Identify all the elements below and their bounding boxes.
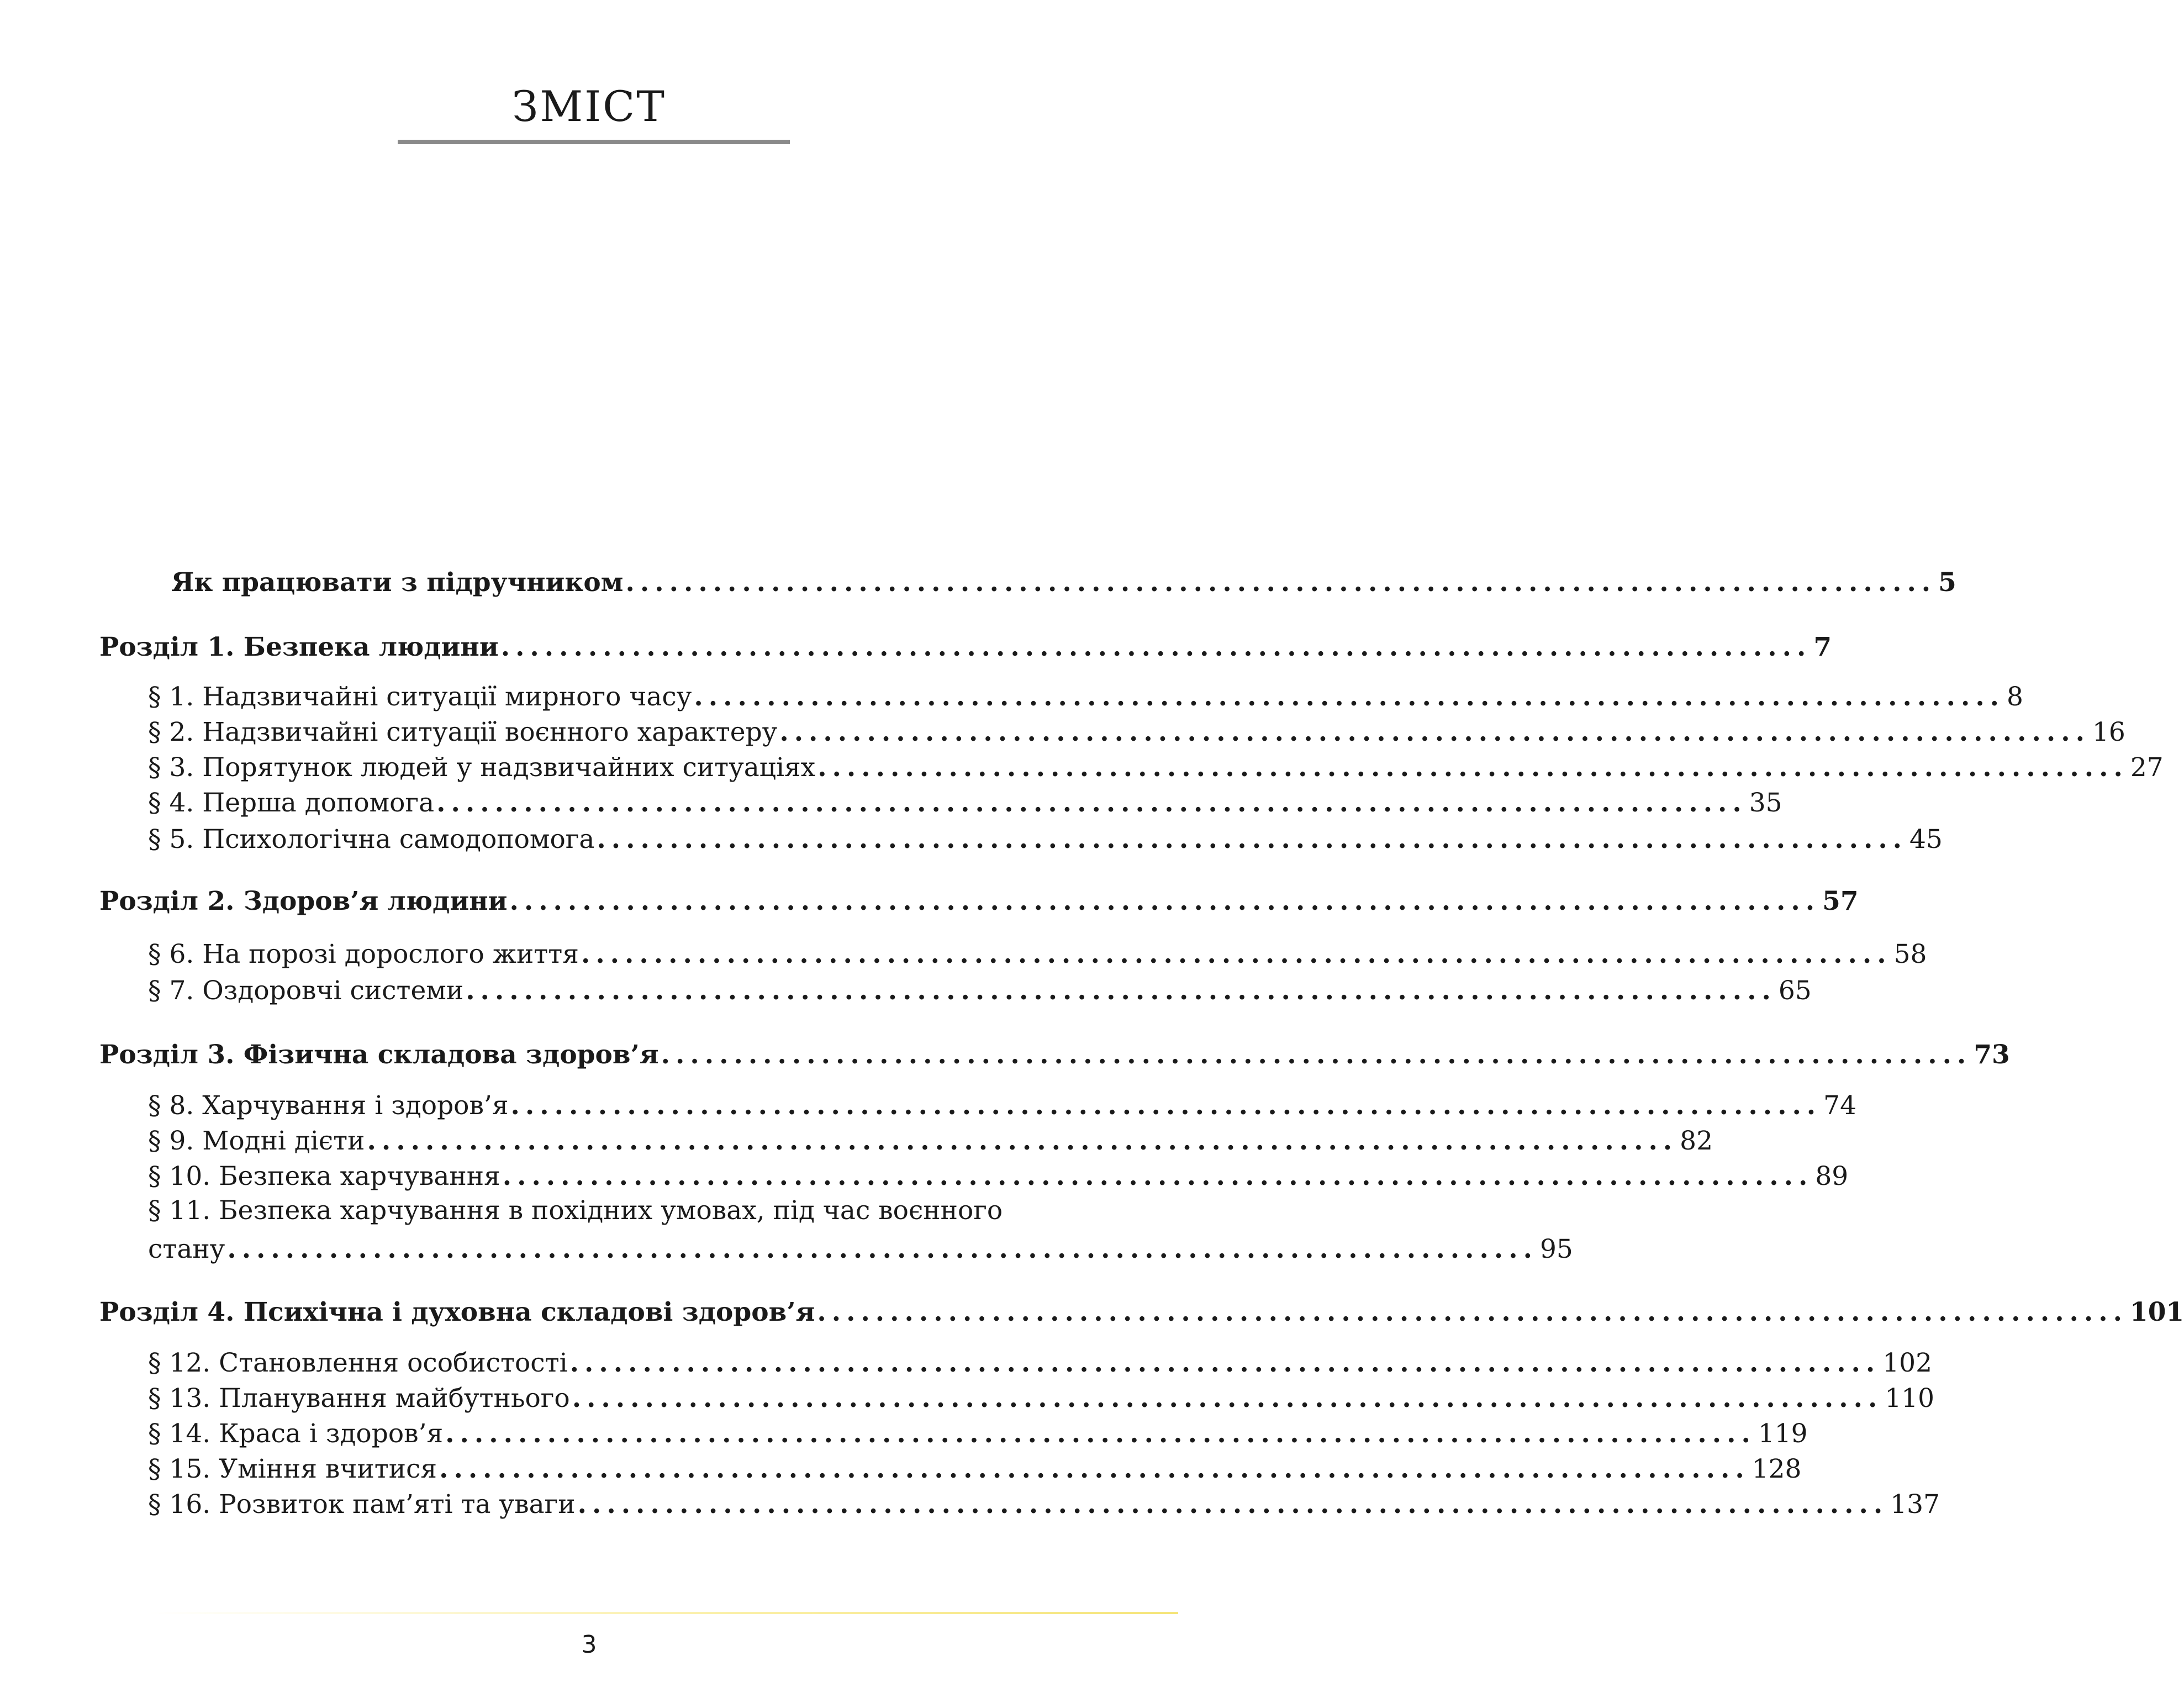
dot-leader: .......................................................................................... — [577, 1489, 1888, 1520]
title-underline — [398, 140, 790, 144]
toc-entry[interactable] — [148, 1089, 1856, 1122]
dot-leader: .......................................................................................... — [466, 975, 1776, 1006]
toc-entry-label: § 6. На порозі дорослого життя — [148, 939, 579, 969]
toc-entry-label: § 9. Модні дієти — [148, 1126, 365, 1156]
toc-page-number: 73 — [1974, 1040, 2010, 1070]
toc-entry-label: § 1. Надзвичайні ситуації мирного часу — [148, 682, 692, 712]
toc-page-number: 8 — [2007, 682, 2023, 712]
toc-section-label: Розділ 4. Психічна і духовна складові здоров’я — [99, 1297, 815, 1327]
toc-section-heading[interactable] — [99, 1038, 2010, 1072]
toc-entry[interactable] — [148, 681, 2023, 714]
dot-leader: .......................................................................................... — [569, 1348, 1881, 1378]
dot-leader: .......................................................................................... — [500, 632, 1812, 662]
toc-entry-label: § 15. Уміння вчитися — [148, 1454, 437, 1484]
toc-entry-label: § 4. Перша допомога — [148, 788, 435, 818]
toc-page-number: 110 — [1885, 1383, 1935, 1414]
dot-leader: .......................................................................................... — [436, 788, 1747, 818]
toc-page-number: 65 — [1778, 975, 1812, 1006]
toc-page-number: 101 — [2130, 1297, 2184, 1327]
toc-entry[interactable] — [148, 938, 1927, 971]
toc-entry[interactable] — [148, 787, 1782, 820]
toc-page-number: 119 — [1758, 1418, 1808, 1449]
toc-page-number: 95 — [1539, 1234, 1573, 1264]
toc-page-number: 102 — [1882, 1348, 1932, 1378]
toc-entry[interactable] — [148, 1233, 1573, 1266]
toc-section-label: Розділ 3. Фізична складова здоров’я — [99, 1040, 659, 1070]
toc-page-number: 27 — [2130, 752, 2164, 783]
toc-entry[interactable] — [148, 1125, 1713, 1158]
dot-leader: .......................................................................................... — [510, 1090, 1822, 1121]
dot-leader: .......................................................................................... — [694, 682, 2005, 712]
toc-page-number: 7 — [1813, 632, 1832, 662]
dot-leader: .......................................................................................... — [625, 567, 1937, 598]
dot-leader: .......................................................................................... — [597, 824, 1908, 855]
toc-entry-label: § 13. Планування майбутнього — [148, 1383, 570, 1414]
dot-leader: .......................................................................................... — [572, 1383, 1883, 1414]
toc-entry-label: Як працювати з підручником — [171, 567, 624, 598]
toc-page-number: 137 — [1890, 1489, 1940, 1520]
dot-leader: .......................................................................................... — [227, 1234, 1538, 1264]
dot-leader: .......................................................................................... — [509, 886, 1821, 916]
toc-page-number: 57 — [1822, 886, 1859, 916]
toc-page-number: 128 — [1752, 1454, 1802, 1484]
page-title: ЗМІСТ — [511, 82, 667, 131]
page-number: 3 — [581, 1631, 597, 1659]
toc-entry[interactable] — [148, 823, 1943, 856]
toc-entry-label: § 8. Харчування і здоров’я — [148, 1090, 509, 1121]
toc-section-heading[interactable] — [99, 631, 1832, 664]
toc-page-number: 58 — [1893, 939, 1927, 969]
toc-page-number: 74 — [1823, 1090, 1856, 1121]
toc-entry[interactable] — [148, 716, 2125, 749]
dot-leader: .......................................................................................... — [817, 1297, 2128, 1327]
toc-entry-label: § 16. Розвиток пам’яті та уваги — [148, 1489, 576, 1520]
toc-entry-label: § 7. Оздоровчі системи — [148, 975, 464, 1006]
dot-leader: .......................................................................................... — [661, 1040, 1972, 1070]
toc-page-number: 89 — [1815, 1161, 1849, 1191]
toc-entry[interactable] — [148, 1488, 1940, 1521]
toc-entry-label: § 10. Безпека харчування — [148, 1161, 500, 1191]
dot-leader: .......................................................................................... — [445, 1418, 1756, 1449]
toc-entry[interactable] — [148, 1382, 1935, 1415]
dot-leader: .......................................................................................... — [817, 752, 2128, 783]
toc-page-number: 35 — [1749, 788, 1782, 818]
toc-entry-intro[interactable] — [171, 566, 1956, 599]
footer-rule — [149, 1612, 1178, 1614]
toc-section-label: Розділ 1. Безпека людини — [99, 632, 499, 662]
toc-page-number: 16 — [2092, 717, 2125, 747]
toc-entry-label: стану — [148, 1234, 225, 1264]
toc-entry-label: § 14. Краса і здоров’я — [148, 1418, 444, 1449]
toc-entry-label: § 2. Надзвичайні ситуації воєнного характеру — [148, 717, 778, 747]
dot-leader: .......................................................................................... — [581, 939, 1892, 969]
dot-leader: .......................................................................................... — [502, 1161, 1813, 1191]
toc-entry[interactable] — [148, 1347, 1932, 1380]
toc-entry[interactable] — [148, 1453, 1802, 1486]
toc-entry[interactable] — [148, 974, 1812, 1008]
dot-leader: .......................................................................................... — [439, 1454, 1750, 1484]
toc-entry-label: § 3. Порятунок людей у надзвичайних ситуаціях — [148, 752, 816, 783]
toc-page-number: 5 — [1938, 567, 1956, 598]
toc-entry[interactable] — [148, 751, 2164, 784]
toc-entry-label: § 12. Становлення особистості — [148, 1348, 568, 1378]
toc-entry[interactable] — [148, 1160, 1849, 1193]
toc-section-heading[interactable] — [99, 1296, 2184, 1329]
toc-section-heading[interactable] — [99, 885, 1859, 918]
toc-entry[interactable] — [148, 1417, 1808, 1451]
toc-entry-label: § 5. Психологічна самодопомога — [148, 824, 595, 855]
toc-entry-wrapped-line[interactable]: § 11. Безпека харчування в похідних умовах, під час воєнного — [148, 1195, 1003, 1226]
dot-leader: .......................................................................................... — [779, 717, 2090, 747]
toc-page-number: 45 — [1909, 824, 1943, 855]
toc-page-number: 82 — [1680, 1126, 1713, 1156]
dot-leader: .......................................................................................... — [367, 1126, 1678, 1156]
toc-section-label: Розділ 2. Здоров’я людини — [99, 886, 508, 916]
